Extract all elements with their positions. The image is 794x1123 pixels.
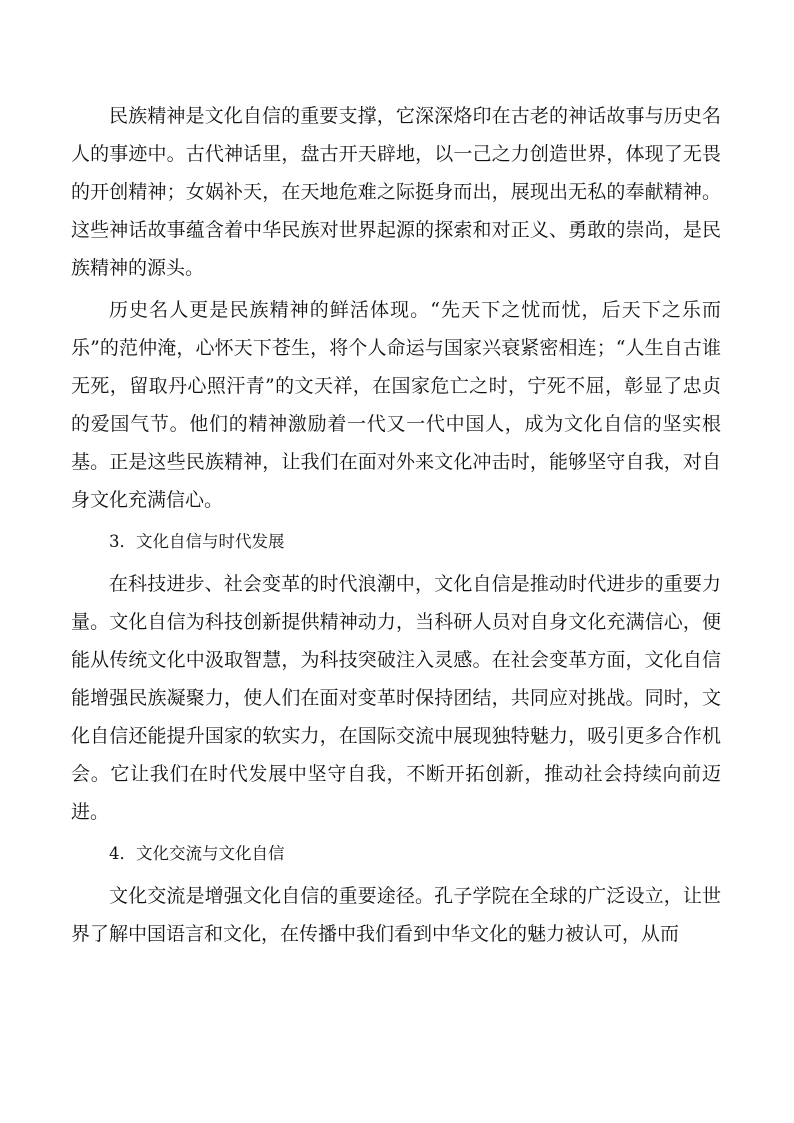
paragraph-national-spirit: 民族精神是文化自信的重要支撑，它深深烙印在古老的神话故事与历史名人的事迹中。古代神话里，盘古开天辟地，以一己之力创造世界，体现了无畏的开创精神；女娲补天，在天地危难之际挺身而出，展现出无私的奉献精神。这些神话故事蕴含着中华民族对世界起源的探索和对正义、勇敢的崇尚，是民族精神的源头。 xyxy=(71,105,721,279)
section-heading-culture-and-era: 3．文化自信与时代发展 xyxy=(109,532,285,551)
paragraph-culture-and-era: 在科技进步、社会变革的时代浪潮中，文化自信是推动时代进步的重要力量。文化自信为科技创新提供精神动力，当科研人员对自身文化充满信心，便能从传统文化中汲取智慧，为科技突破注入灵感。在社会变革方面，文化自信能增强民族凝聚力，使人们在面对变革时保持团结，共同应对挑战。同时，文化自信还能提升国家的软实力，在国际交流中展现独特魅力，吸引更多合作机会。它让我们在时代发展中坚守自我，不断开拓创新，推动社会持续向前迈进。 xyxy=(71,573,721,823)
paragraph-historical-figures: 历史名人更是民族精神的鲜活体现。“先天下之忧而忧，后天下之乐而乐”的范仲淹，心怀天下苍生，将个人命运与国家兴衰紧密相连；“人生自古谁无死，留取丹心照汗青”的文天祥，在国家危亡之时，宁死不屈，彰显了忠贞的爱国气节。他们的精神激励着一代又一代中国人，成为文化自信的坚实根基。正是这些民族精神，让我们在面对外来文化冲击时，能够坚守自我，对自身文化充满信心。 xyxy=(71,299,721,511)
document-page xyxy=(71,97,721,957)
paragraph-cultural-exchange: 文化交流是增强文化自信的重要途径。孔子学院在全球的广泛设立，让世界了解中国语言和文化，在传播中我们看到中华文化的魅力被认可，从而 xyxy=(71,885,721,945)
section-heading-cultural-exchange: 4．文化交流与文化自信 xyxy=(109,844,285,863)
